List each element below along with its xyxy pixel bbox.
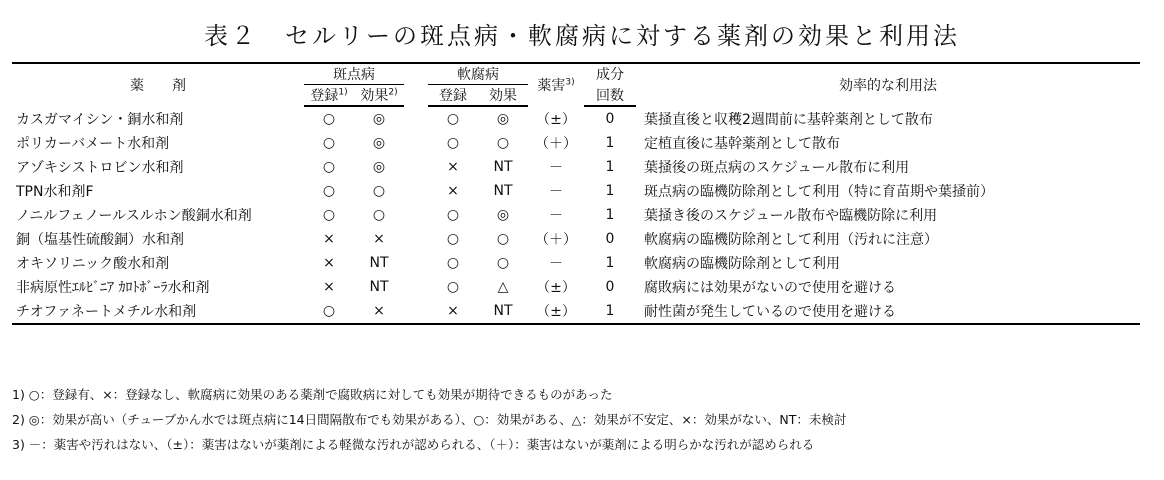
component-count: 0 (605, 231, 615, 247)
rot-effect: ○ (496, 135, 510, 151)
header-count-line1: 成分 (584, 63, 636, 85)
rot-effect: NT (493, 183, 513, 199)
usage: 斑点病の臨機防除剤として利用（特に育苗期や葉掻前） (644, 184, 994, 200)
rot-effect: ◎ (496, 111, 510, 127)
drug-name: ノニルフェノールスルホン酸銅水和剤 (16, 208, 252, 224)
table-row (12, 275, 1140, 299)
header-soft-rot: 軟腐病 (428, 63, 528, 85)
spot-registration: ○ (322, 207, 336, 223)
spot-effect: ◎ (372, 111, 386, 127)
usage: 葉掻き後のスケジュール散布や臨機防除に利用 (644, 208, 938, 224)
table-row (12, 131, 1140, 155)
spot-effect: ○ (372, 183, 386, 199)
table-row (12, 179, 1140, 203)
component-count: 1 (605, 135, 615, 151)
component-count: 0 (605, 111, 615, 127)
phytotoxicity: （＋） (535, 136, 577, 152)
phytotoxicity: － (549, 256, 563, 272)
rot-effect: ◎ (496, 207, 510, 223)
usage: 軟腐病の臨機防除剤として利用 (644, 256, 840, 272)
spot-registration: ○ (322, 135, 336, 151)
rot-registration: ○ (446, 135, 460, 151)
spot-effect: × (354, 299, 404, 324)
spot-registration: × (323, 279, 335, 295)
spot-registration: ○ (322, 159, 336, 175)
footnote-2: 2) ◎：効果が高い（チューブかん水では斑点病に14日間隔散布でも効果がある）、○：効果がある、△：効果が不安定、×：効果がない、NT：未検討 (12, 412, 847, 427)
usage: 葉掻直後と収穫2週間前に基幹薬剤として散布 (644, 111, 933, 128)
spot-effect: ◎ (372, 135, 386, 151)
rot-registration: ○ (446, 255, 460, 271)
component-count: 1 (605, 183, 615, 199)
phytotoxicity: － (549, 184, 563, 200)
header-rot-registration: 登録 (428, 85, 478, 107)
spot-registration: ○ (304, 299, 354, 324)
rot-effect: NT (478, 299, 528, 324)
phytotoxicity: － (549, 208, 563, 224)
footnote-3: 3) －：薬害や汚れはない、（±）：薬害はないが薬剤による軽微な汚れが認められる、（＋）：薬害はないが薬剤による明らかな汚れが認められる (12, 437, 815, 452)
component-count: 1 (605, 207, 615, 223)
drug-name: 非病原性ｴﾙﾋﾞﾆｱ ｶﾛﾄﾎﾞｰﾗ水和剤 (16, 280, 210, 296)
usage: 耐性菌が発生しているので使用を避ける (636, 299, 1140, 324)
rot-registration: × (428, 299, 478, 324)
header-usage: 効率的な利用法 (636, 63, 1140, 106)
rot-effect: ○ (496, 231, 510, 247)
rot-registration: ○ (446, 231, 460, 247)
footnotes (12, 382, 846, 457)
table-row (12, 227, 1140, 251)
table-title: 表２ セルリーの斑点病・軟腐病に対する薬剤の効果と利用法 (204, 22, 960, 50)
spot-registration: ○ (322, 111, 336, 127)
component-count: 1 (605, 255, 615, 271)
table-row (12, 299, 1140, 324)
table-row (12, 106, 1140, 131)
rot-effect: △ (497, 279, 509, 295)
phytotoxicity: （±） (536, 280, 576, 296)
table-row (12, 251, 1140, 275)
drug-name: アゾキシストロビン水和剤 (16, 160, 184, 176)
pesticide-table (12, 62, 1140, 325)
spot-effect: NT (369, 255, 389, 271)
spot-effect: × (373, 231, 385, 247)
table-row (12, 155, 1140, 179)
header-drug: 薬 剤 (12, 63, 304, 106)
component-count: 1 (584, 299, 636, 324)
rot-registration: ○ (446, 111, 460, 127)
header-spot-disease: 斑点病 (304, 63, 404, 85)
drug-name: オキソリニック酸水和剤 (16, 256, 170, 272)
header-spot-registration: 登録$^{1)}$ (304, 85, 354, 107)
spot-registration: × (323, 255, 335, 271)
rot-registration: × (447, 183, 459, 199)
spot-effect: ◎ (372, 159, 386, 175)
component-count: 0 (605, 279, 615, 295)
drug-name: カスガマイシン・銅水和剤 (16, 111, 184, 128)
usage: 腐敗病には効果がないので使用を避ける (644, 280, 896, 296)
usage: 定植直後に基幹薬剤として散布 (644, 136, 840, 152)
phytotoxicity: （±） (536, 111, 576, 128)
phytotoxicity: － (549, 160, 563, 176)
spot-effect: ○ (372, 207, 386, 223)
rot-registration: ○ (446, 207, 460, 223)
drug-name: ポリカーバメート水和剤 (16, 136, 170, 152)
rot-effect: NT (493, 159, 513, 175)
component-count: 1 (605, 159, 615, 175)
spot-registration: × (323, 231, 335, 247)
drug-name: TPN水和剤F (16, 184, 94, 200)
usage: 軟腐病の臨機防除剤として利用（汚れに注意） (644, 232, 938, 248)
spot-registration: ○ (322, 183, 336, 199)
header-count-line2: 回数 (584, 85, 636, 107)
rot-registration: ○ (446, 279, 460, 295)
spot-effect: NT (369, 279, 389, 295)
usage: 葉掻後の斑点病のスケジュール散布に利用 (644, 160, 910, 176)
drug-name: 銅（塩基性硫酸銅）水和剤 (16, 232, 184, 248)
drug-name: チオファネートメチル水和剤 (12, 299, 304, 324)
phytotoxicity: （±） (528, 299, 584, 324)
table-row (12, 203, 1140, 227)
header-spot-effect: 効果$^{2)}$ (354, 85, 404, 107)
rot-registration: × (447, 159, 459, 175)
rot-effect: ○ (496, 255, 510, 271)
phytotoxicity: （＋） (535, 232, 577, 248)
footnote-1: 1) ○：登録有、×：登録なし、軟腐病に効果のある薬剤で腐敗病に対しても効果が期待できるものがあった (12, 387, 613, 402)
header-rot-effect: 効果 (478, 85, 528, 107)
header-phytotoxicity: 薬害$^{3)}$ (528, 63, 584, 106)
